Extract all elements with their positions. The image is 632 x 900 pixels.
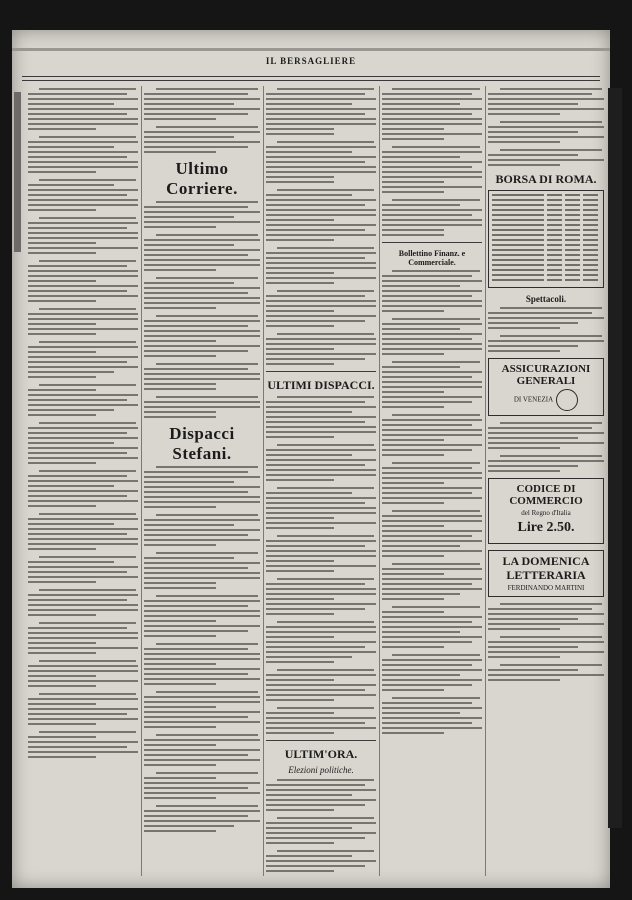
text-paragraph [266, 444, 376, 481]
column-divider [263, 86, 264, 876]
text-paragraph [28, 384, 138, 416]
text-paragraph [144, 805, 260, 832]
text-paragraph [382, 361, 482, 408]
text-paragraph [266, 88, 376, 135]
text-paragraph [266, 707, 376, 734]
advert-price: Lire 2.50. [517, 520, 575, 536]
text-paragraph [144, 595, 260, 637]
table-row [492, 214, 600, 216]
text-paragraph [144, 88, 260, 120]
text-paragraph [28, 693, 138, 725]
text-paragraph [28, 422, 138, 464]
column-1 [28, 88, 138, 878]
table-row [492, 209, 600, 211]
text-paragraph [266, 247, 376, 284]
table-row [492, 229, 600, 231]
text-paragraph [266, 141, 376, 183]
text-paragraph [382, 199, 482, 236]
text-paragraph [382, 318, 482, 355]
text-paragraph [266, 578, 376, 615]
section-title-ultim-ora: ULTIM'ORA. [284, 747, 358, 761]
page-edge-shadow [608, 88, 622, 828]
text-paragraph [28, 589, 138, 616]
column-4 [382, 88, 482, 878]
text-paragraph [28, 260, 138, 302]
text-paragraph [144, 691, 260, 728]
text-paragraph [382, 270, 482, 312]
section-title-borsa: BORSA DI ROMA. [495, 172, 597, 186]
text-paragraph [144, 201, 260, 228]
text-paragraph [144, 126, 260, 153]
column-3 [266, 88, 376, 878]
text-paragraph [28, 179, 138, 211]
table-row [492, 249, 600, 251]
table-row [492, 199, 600, 201]
text-paragraph [488, 121, 604, 143]
section-title-bollettino: Bollettino Finanz. e Commerciale. [398, 249, 466, 267]
text-paragraph [28, 341, 138, 378]
newspaper-page [12, 30, 610, 888]
section-title-dispacci-stefani: Dispacci Stefani. [169, 424, 235, 463]
masthead-rule [22, 76, 600, 77]
text-paragraph [266, 535, 376, 572]
text-paragraph [488, 335, 604, 352]
text-paragraph [144, 552, 260, 589]
text-paragraph [28, 308, 138, 335]
text-paragraph [144, 466, 260, 508]
text-paragraph [266, 290, 376, 327]
text-paragraph [382, 697, 482, 734]
section-title-ultimo-corriere: Ultimo Corriere. [166, 159, 238, 198]
column-2 [144, 88, 260, 878]
text-paragraph [382, 606, 482, 648]
text-paragraph [382, 88, 482, 140]
text-paragraph [144, 363, 260, 390]
table-row [492, 194, 600, 196]
text-paragraph [28, 731, 138, 758]
text-paragraph [488, 664, 604, 681]
table-row [492, 224, 600, 226]
divider [382, 242, 482, 243]
advert-title: ASSICURAZIONI GENERALI [501, 363, 591, 388]
advert-subtitle: FERDINANDO MARTINI [507, 583, 585, 592]
advert-codice [488, 478, 604, 544]
text-paragraph [28, 217, 138, 254]
text-paragraph [266, 333, 376, 365]
text-paragraph [28, 136, 138, 173]
text-paragraph [488, 422, 604, 449]
text-paragraph [488, 636, 604, 658]
table-row [492, 259, 600, 261]
table-row [492, 204, 600, 206]
text-paragraph [266, 669, 376, 701]
text-paragraph [382, 654, 482, 691]
text-paragraph [266, 189, 376, 241]
text-paragraph [488, 149, 604, 166]
text-paragraph [382, 510, 482, 557]
seal-icon [556, 389, 578, 411]
text-paragraph [144, 772, 260, 799]
text-paragraph [28, 622, 138, 654]
text-paragraph [28, 556, 138, 583]
divider [266, 740, 376, 741]
text-paragraph [144, 514, 260, 546]
advert-title: CODICE DI COMMERCIO [509, 483, 583, 508]
subheading-elezioni: Elezioni politiche. [288, 765, 354, 775]
section-title-spettacoli: Spettacoli. [525, 294, 567, 304]
text-paragraph [144, 643, 260, 685]
text-paragraph [488, 603, 604, 630]
table-row [492, 269, 600, 271]
section-title-ultimi-dispacci: ULTIMI DISPACCI. [267, 378, 375, 392]
text-paragraph [266, 396, 376, 438]
advert-title: LA DOMENICA LETTERARIA [502, 554, 590, 582]
text-paragraph [382, 462, 482, 504]
advert-assicurazioni [488, 358, 604, 416]
column-divider [379, 86, 380, 876]
table-row [492, 219, 600, 221]
text-paragraph [266, 487, 376, 529]
text-paragraph [382, 563, 482, 600]
text-paragraph [488, 455, 604, 472]
edge-mark [14, 92, 21, 252]
text-paragraph [488, 88, 604, 115]
divider [266, 371, 376, 372]
text-paragraph [144, 396, 260, 418]
page-fold [12, 48, 610, 51]
table-row [492, 234, 600, 236]
table-row [492, 279, 600, 281]
text-paragraph [144, 315, 260, 357]
column-divider [141, 86, 142, 876]
text-paragraph [266, 779, 376, 811]
text-paragraph [266, 621, 376, 663]
table-row [492, 254, 600, 256]
table-row [492, 239, 600, 241]
text-paragraph [144, 734, 260, 766]
advert-subtitle: del Regno d'Italia [521, 509, 571, 518]
table-row [492, 264, 600, 266]
text-paragraph [144, 234, 260, 271]
text-paragraph [266, 850, 376, 872]
table-row [492, 244, 600, 246]
text-paragraph [488, 307, 604, 329]
text-paragraph [266, 817, 376, 844]
text-paragraph [28, 470, 138, 507]
text-paragraph [28, 660, 138, 687]
borsa-table [488, 190, 604, 288]
text-paragraph [382, 414, 482, 456]
table-row [492, 274, 600, 276]
masthead-rule-2 [22, 80, 600, 81]
text-paragraph [28, 88, 138, 130]
text-paragraph [382, 146, 482, 193]
column-divider [485, 86, 486, 876]
advert-subtitle: DI VENEZIA [492, 389, 600, 411]
masthead: IL BERSAGLIERE [265, 56, 357, 66]
text-paragraph [28, 513, 138, 550]
text-paragraph [144, 277, 260, 309]
column-5 [488, 88, 604, 878]
advert-domenica-letteraria [488, 550, 604, 596]
